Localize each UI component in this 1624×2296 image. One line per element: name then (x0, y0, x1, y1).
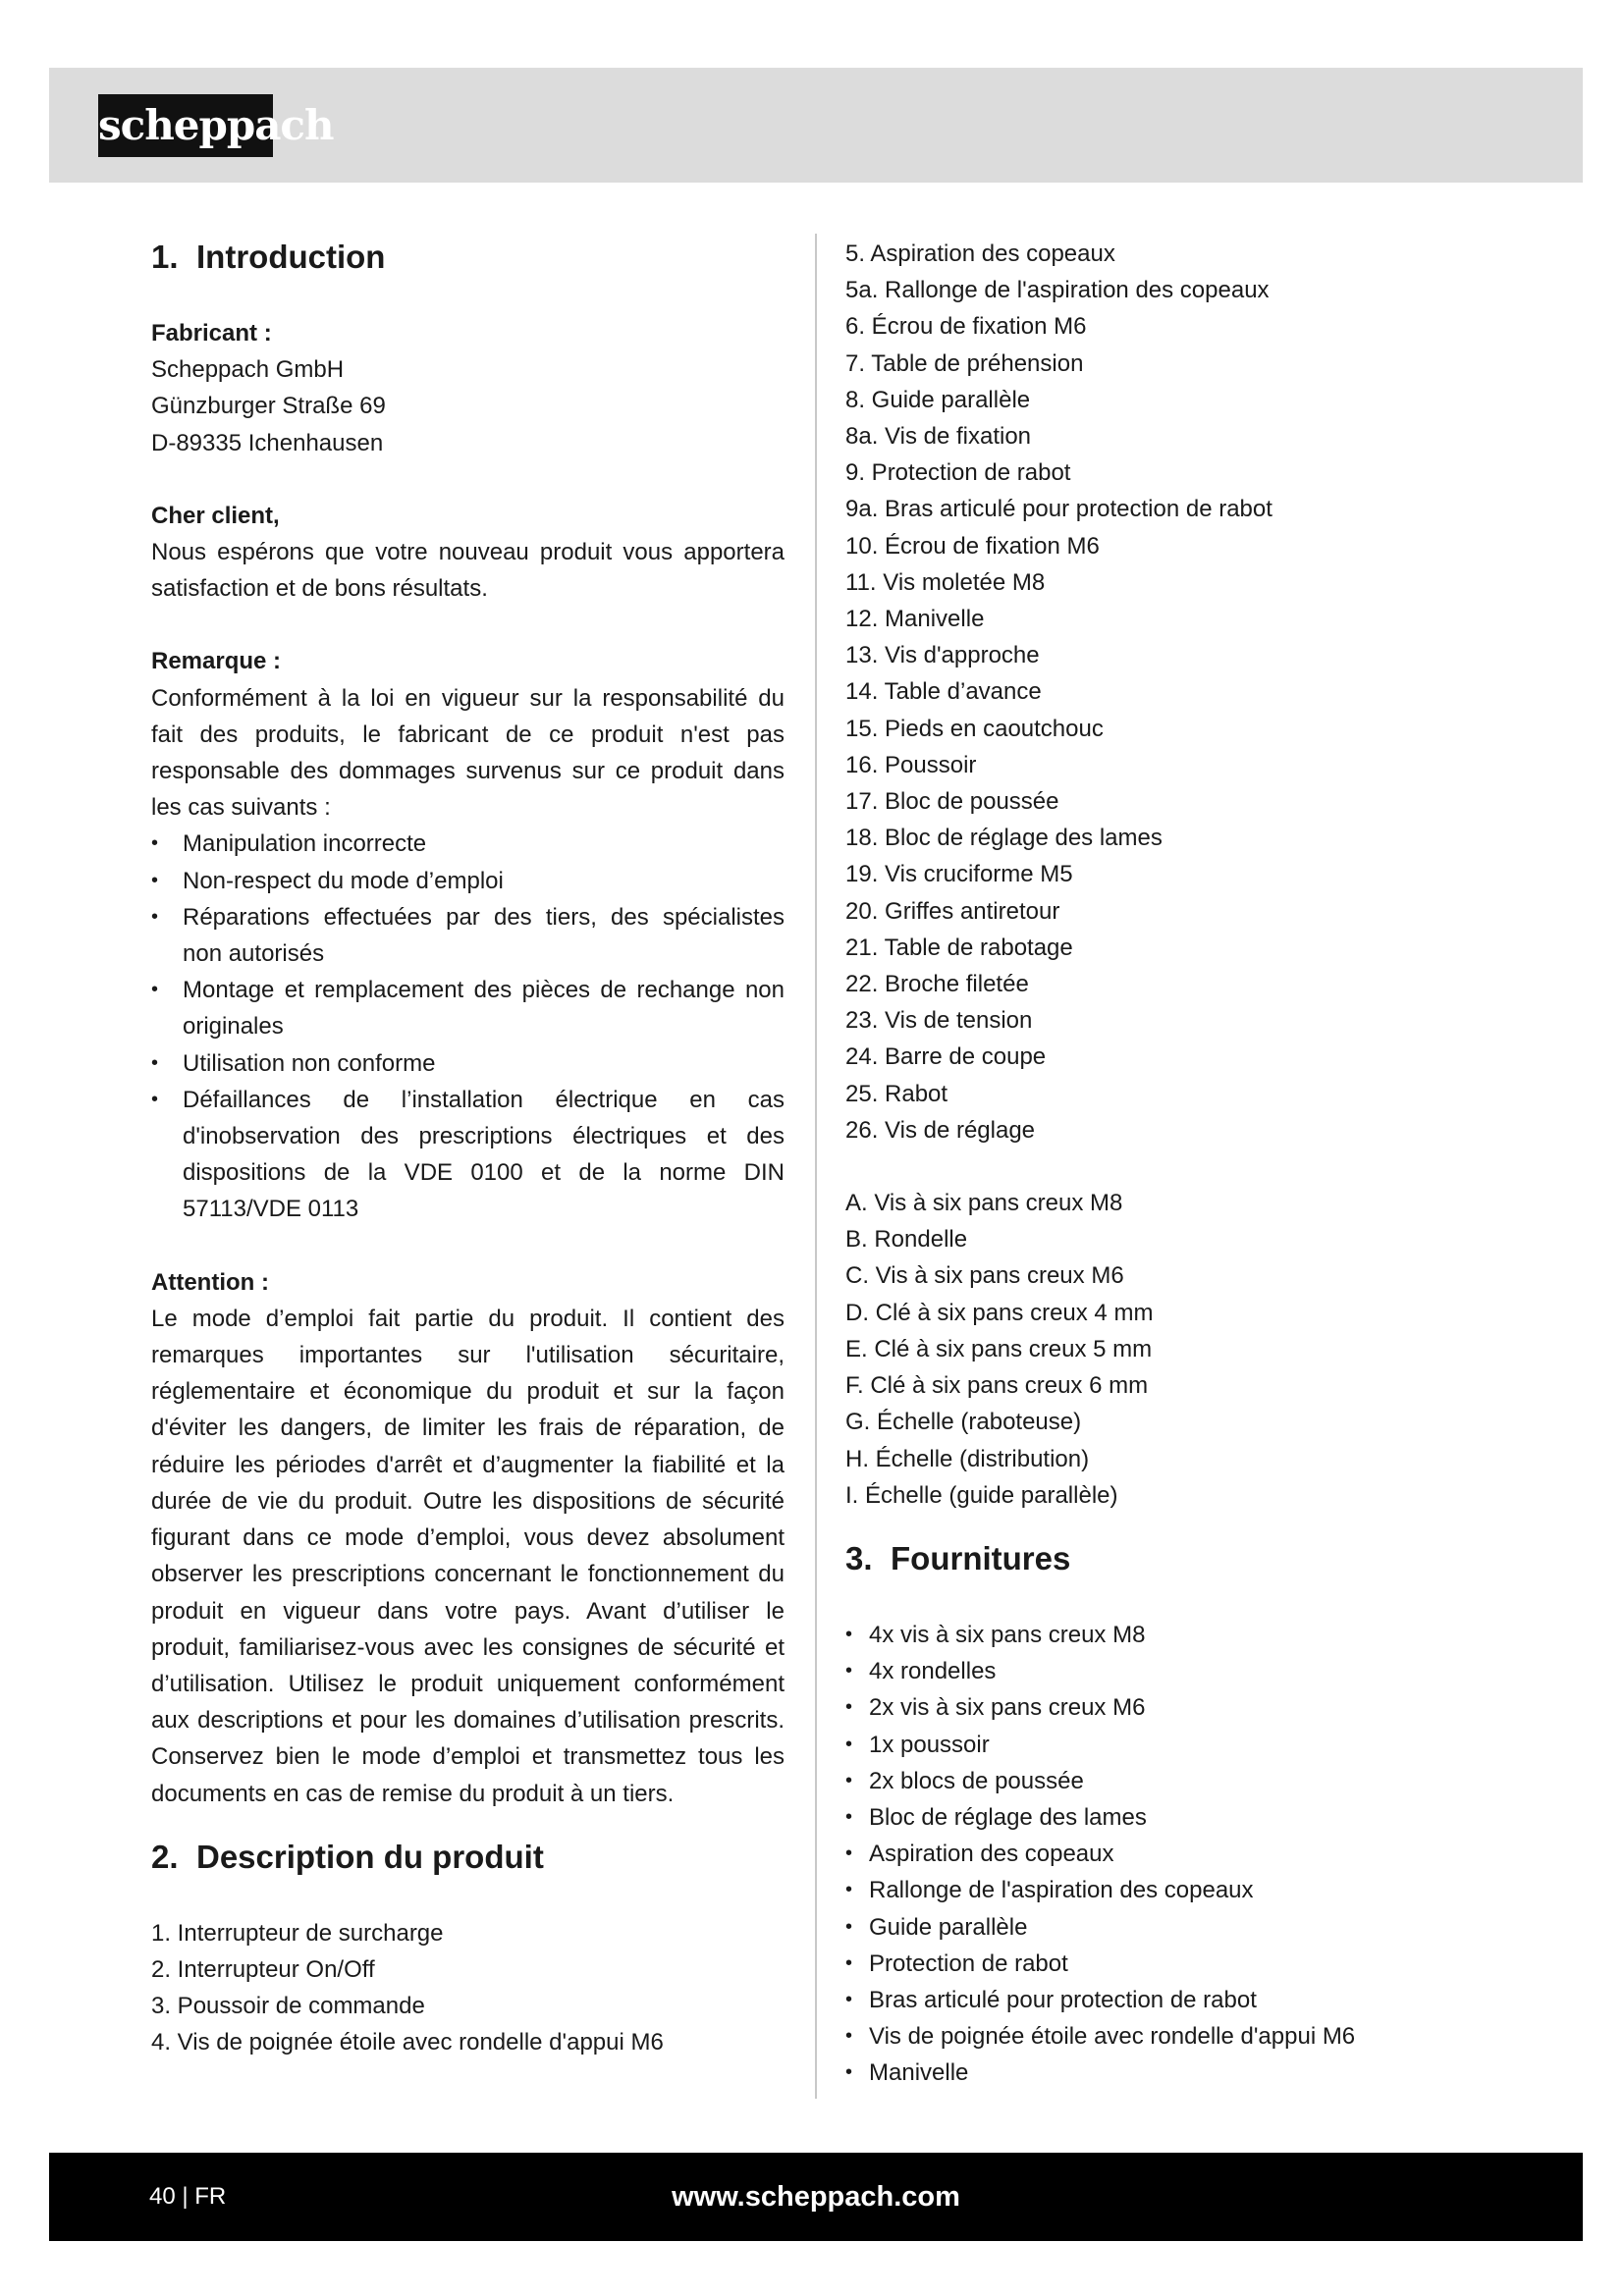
list-item: B. Rondelle (845, 1226, 968, 1254)
list-item: 23. Vis de tension (845, 1007, 1033, 1035)
dear-text: Nous espérons que votre nouveau produit vous apportera satisfaction et de bons résultats. (151, 539, 785, 603)
manufacturer-name: Scheppach GmbH (151, 356, 345, 384)
list-item: 16. Poussoir (845, 751, 977, 778)
list-item: • Vis de poignée étoile avec rondelle d'appui M6 (845, 2018, 1435, 2055)
remark-text: Conformément à la loi en vigueur sur la responsabilité du fait des produits, le fabricant de ce produit n'est pas responsable des dommages survenus sur ce produit dans les cas suivants : (151, 684, 785, 822)
list-item: 6. Écrou de fixation M6 (845, 313, 1087, 341)
manufacturer-street: Günzburger Straße 69 (151, 393, 386, 420)
list-item: 21. Table de rabotage (845, 934, 1073, 961)
manufacturer-city: D-89335 Ichenhausen (151, 429, 384, 456)
list-item: • Bloc de réglage des lames (845, 1799, 1435, 1836)
column-divider (815, 234, 817, 2099)
list-item: • Rallonge de l'aspiration des copeaux (845, 1872, 1435, 1908)
list-item: C. Vis à six pans creux M6 (845, 1262, 1124, 1290)
supplies-list (845, 1617, 1435, 2092)
intro-heading: 1. Introduction (151, 239, 386, 275)
list-item: 9. Protection de rabot (845, 459, 1071, 487)
list-item: 18. Bloc de réglage des lames (845, 825, 1163, 852)
scheppach-logo: scheppach (98, 94, 273, 157)
list-item: 20. Griffes antiretour (845, 897, 1060, 925)
list-item: 4. Vis de poignée étoile avec rondelle d'appui M6 (151, 2029, 664, 2056)
list-item: 1. Interrupteur de surcharge (151, 1919, 444, 1947)
remark-list (151, 826, 785, 1227)
list-item: E. Clé à six pans creux 5 mm (845, 1335, 1153, 1362)
list-item: I. Échelle (guide parallèle) (845, 1481, 1118, 1509)
list-item: 5a. Rallonge de l'aspiration des copeaux (845, 277, 1270, 304)
list-item: • 2x blocs de poussée (845, 1763, 1435, 1799)
list-item: • Manipulation incorrecte (151, 826, 785, 862)
list-item: 11. Vis moletée M8 (845, 568, 1046, 596)
list-item: • Protection de rabot (845, 1946, 1435, 1982)
list-item: 8. Guide parallèle (845, 386, 1031, 413)
list-item: 10. Écrou de fixation M6 (845, 532, 1100, 560)
list-item: 2. Interrupteur On/Off (151, 1955, 375, 1983)
list-item: • 2x vis à six pans creux M6 (845, 1689, 1435, 1726)
dear-label: Cher client, (151, 502, 280, 529)
list-item: • Guide parallèle (845, 1909, 1435, 1946)
list-item: 5. Aspiration des copeaux (845, 240, 1115, 267)
list-item: 9a. Bras articulé pour protection de rabot (845, 496, 1272, 523)
list-item: H. Échelle (distribution) (845, 1445, 1090, 1472)
list-item: • 4x vis à six pans creux M8 (845, 1617, 1435, 1653)
list-item: D. Clé à six pans creux 4 mm (845, 1299, 1154, 1326)
list-item: 15. Pieds en caoutchouc (845, 715, 1104, 742)
list-item: 12. Manivelle (845, 606, 985, 633)
list-item: 3. Poussoir de commande (151, 1993, 425, 2020)
remark-label: Remarque : (151, 648, 282, 675)
list-item: 26. Vis de réglage (845, 1116, 1036, 1144)
header-band (49, 68, 1583, 183)
list-item: • Défaillances de l’installation électrique en cas d'inobservation des prescriptions électriques et des dispositions de la VDE 0100 et de la norme DIN 57113/VDE 0113 (151, 1082, 785, 1228)
description-heading: 2. Description du produit (151, 1838, 544, 1875)
list-item: • Montage et remplacement des pièces de rechange non originales (151, 972, 785, 1044)
list-item: G. Échelle (raboteuse) (845, 1409, 1082, 1436)
list-item: • Aspiration des copeaux (845, 1836, 1435, 1872)
list-item: 19. Vis cruciforme M5 (845, 861, 1073, 888)
right-column (845, 236, 1435, 2092)
list-item: A. Vis à six pans creux M8 (845, 1190, 1123, 1217)
list-item: 24. Barre de coupe (845, 1043, 1047, 1071)
attention-label: Attention : (151, 1268, 269, 1296)
footer-band (49, 2153, 1583, 2241)
list-item: • 4x rondelles (845, 1653, 1435, 1689)
list-item: • Non-respect du mode d’emploi (151, 863, 785, 899)
list-item: F. Clé à six pans creux 6 mm (845, 1372, 1149, 1400)
manufacturer-label: Fabricant : (151, 320, 272, 347)
website-link[interactable]: www.scheppach.com (672, 2181, 960, 2213)
list-item: 8a. Vis de fixation (845, 423, 1032, 451)
description-list-right (845, 236, 1435, 1148)
list-item: 22. Broche filetée (845, 971, 1029, 998)
list-item: 7. Table de préhension (845, 349, 1084, 377)
list-item: • 1x poussoir (845, 1727, 1435, 1763)
left-column (151, 236, 785, 2061)
list-item: 13. Vis d'approche (845, 642, 1040, 669)
supplies-heading: 3. Fournitures (845, 1539, 1071, 1576)
list-item: • Réparations effectuées par des tiers, des spécialistes non autorisés (151, 899, 785, 972)
list-item: 25. Rabot (845, 1080, 948, 1107)
list-item: • Bras articulé pour protection de rabot (845, 1982, 1435, 2018)
page-number: 40 | FR (149, 2183, 227, 2210)
description-list-letters (845, 1185, 1435, 1514)
list-item: • Utilisation non conforme (151, 1045, 785, 1082)
description-list-left (151, 1915, 785, 2061)
list-item: 17. Bloc de poussée (845, 788, 1059, 816)
list-item: • Manivelle (845, 2055, 1435, 2091)
list-item: 14. Table d’avance (845, 678, 1042, 706)
attention-text: Le mode d’emploi fait partie du produit. Il contient des remarques importantes sur l'utilisation sécuritaire, réglementaire et économique du produit et sur la façon d'éviter les dangers, de limiter les frais de réparation, de réduire les périodes d'arrêt et d’augmenter la fiabilité et la durée de vie du produit. Outre les dispositions de sécurité figurant dans ce mode d’emploi, vous devez absolument observer les prescriptions concernant le fonctionnement du produit en vigueur dans votre pays. Avant d’utiliser le produit, familiarisez-vous avec les consignes de sécurité et d’utilisation. Utilisez le produit uniquement conformément aux descriptions et pour les domaines d’utilisation prescrits. Conservez bien le mode d’emploi et transmettez tous les documents en cas de remise du produit à un tiers. (151, 1305, 785, 1807)
